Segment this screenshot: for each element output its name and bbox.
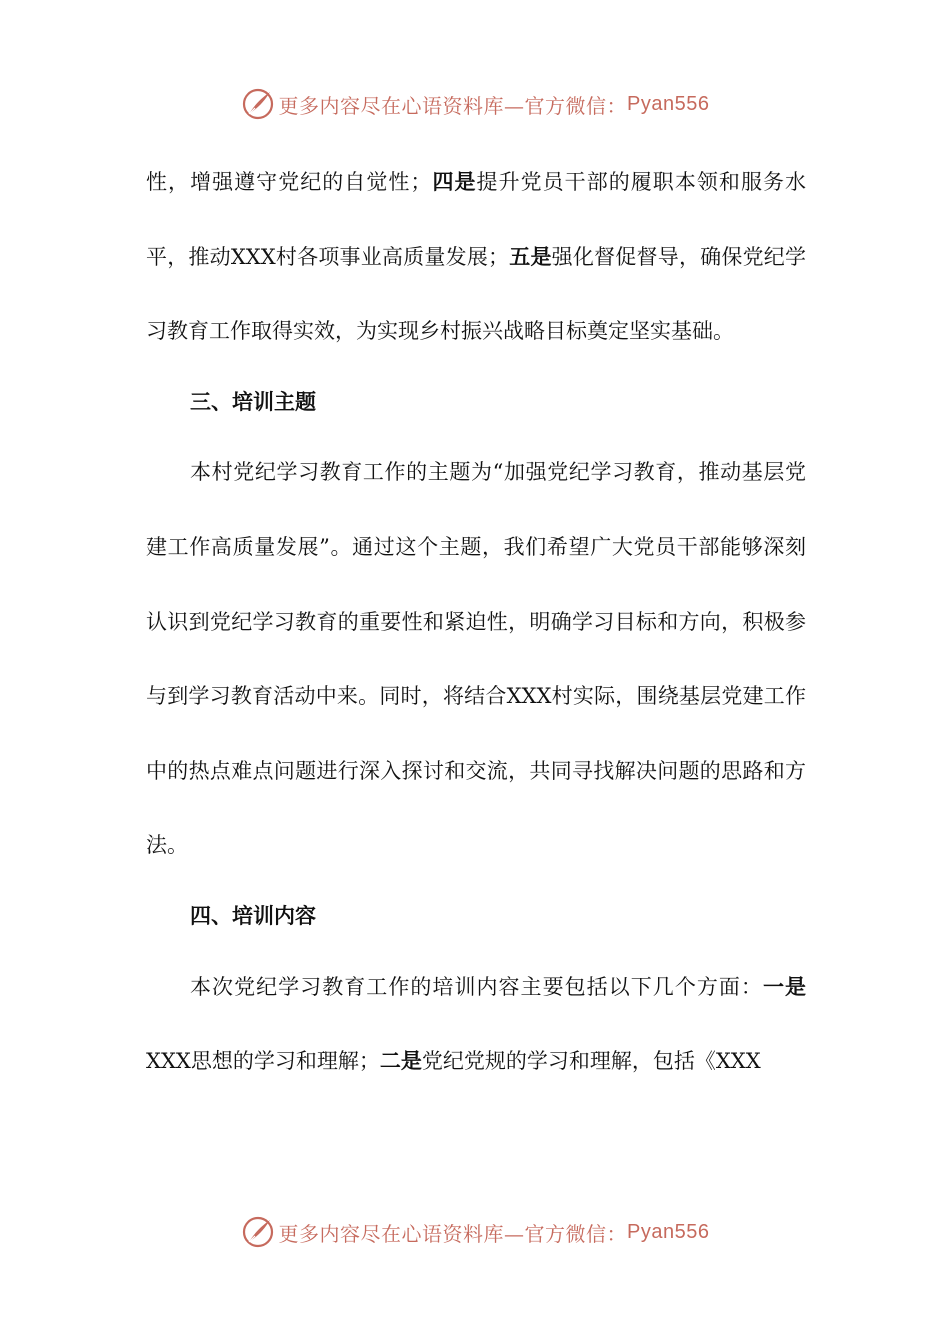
quill-logo-icon bbox=[241, 1215, 275, 1249]
text-run: 强化督促督导，确保党纪学习教育工作取得实效，为实现乡村振兴战略目标奠定坚实基础。 bbox=[146, 244, 807, 344]
text-run: XXX思想的学习和理解； bbox=[146, 1049, 380, 1074]
paragraph-content bbox=[146, 950, 806, 1099]
watermark-banner-bottom bbox=[0, 1212, 950, 1252]
text-run: 党纪党规的学习和理解，包括《XXX bbox=[421, 1049, 761, 1074]
quill-logo-icon bbox=[241, 87, 275, 121]
text-run: 提升党员干部的履职本领和服务水平，推动XXX村各项事业高质量发展； bbox=[146, 170, 807, 269]
section-heading-theme: 三、培训主题 bbox=[190, 388, 316, 414]
bold-run-fifth: 五是 bbox=[509, 243, 552, 269]
text-run: 本次党纪学习教育工作的培训内容主要包括以下几个方面： bbox=[190, 974, 763, 999]
watermark-banner-top bbox=[0, 84, 950, 124]
document-body bbox=[146, 145, 806, 1099]
bold-run-first: 一是 bbox=[762, 973, 807, 999]
bold-run-fourth: 四是 bbox=[431, 169, 477, 194]
watermark-text: 更多内容尽在心语资料库—官方微信： bbox=[278, 1221, 628, 1246]
watermark-wechat-id: Pyan556 bbox=[627, 92, 710, 115]
watermark-wechat-id: Pyan556 bbox=[627, 1220, 710, 1243]
paragraph-goals-continued bbox=[146, 145, 806, 369]
paragraph-theme: 本村党纪学习教育工作的主题为“加强党纪学习教育，推动基层党建工作高质量发展”。通过这个主题，我们希望广大党员干部能够深刻认识到党纪学习教育的重要性和紧迫性，明确学习目标和方向，积极参与到学习教育活动中来。同时，将结合XXX村实际，围绕基层党建工作中的热点难点问题进行深入探讨和交流，共同寻找解决问题的思路和方法。 bbox=[146, 460, 806, 858]
bold-run-second: 二是 bbox=[379, 1048, 422, 1074]
section-heading-content: 四、培训内容 bbox=[190, 902, 316, 928]
watermark-text: 更多内容尽在心语资料库—官方微信： bbox=[278, 93, 628, 118]
text-run: 性，增强遵守党纪的自觉性； bbox=[146, 170, 432, 194]
